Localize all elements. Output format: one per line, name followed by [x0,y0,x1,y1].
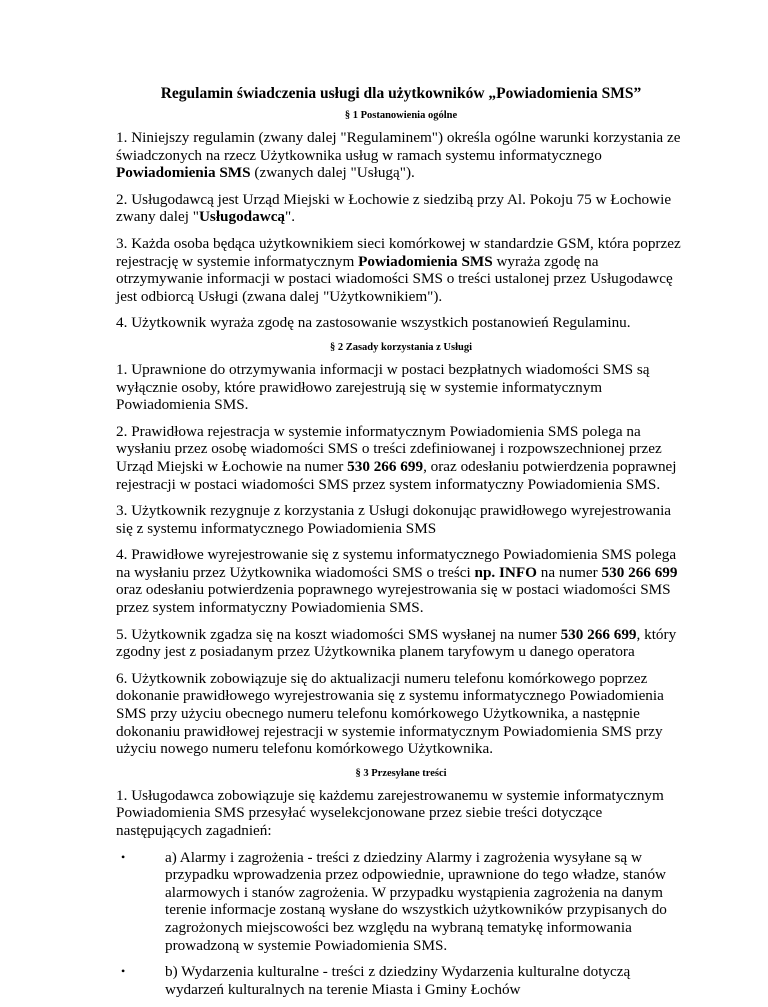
section-2-paragraph-4: 4. Prawidłowe wyrejestrowanie się z systemu informatycznego Powiadomienia SMS polega na wysłaniu przez Użytkownika wiadomości SMS o treści np. INFO na numer 530 266 699 oraz odesłaniu potwierdzenia poprawnego wyrejestrowania się w postaci wiadomości SMS przez system informatyczny Powiadomienia SMS. [116,546,678,617]
section-1-paragraph-4: 4. Użytkownik wyraża zgodę na zastosowanie wszystkich postanowień Regulaminu. [116,314,631,332]
list-item: • b) Wydarzenia kulturalne - treści z dziedziny Wydarzenia kulturalne dotyczą wydarzeń kulturalnych na terenie Miasta i Gminy Łochów [121,963,631,998]
section-1-paragraph-3: 3. Każda osoba będąca użytkownikiem sieci komórkowej w standardzie GSM, która poprzez rejestrację w systemie informatycznym Powiadomienia SMS wyraża zgodę na otrzymywanie informacji w postaci wiadomości SMS o treści ustalonej przez Usługodawcę jest odbiorcą Usługi (zwana dalej "Użytkownikiem"). [116,234,681,305]
topic-list [116,849,686,999]
section-2-heading: § 2 Zasady korzystania z Usługi [329,341,473,353]
section-1-paragraph-1: 1. Niniejszy regulamin (zwany dalej "Regulaminem") określa ogólne warunki korzystania ze świadczonych na rzecz Użytkownika usług w ramach systemu informatycznego Powiadomienia SMS (zwanych dalej "Usługą"). [116,129,681,182]
section-1-paragraph-2: 2. Usługodawcą jest Urząd Miejski w Łochowie z siedzibą przy Al. Pokoju 75 w Łochowie zwany dalej "Usługodawcą". [116,190,672,226]
document-title: Regulamin świadczenia usługi dla użytkowników „Powiadomienia SMS” [160,85,642,102]
document-page [116,84,686,1007]
section-2-paragraph-2: 2. Prawidłowa rejestracja w systemie informatycznym Powiadomienia SMS polega na wysłaniu przez osobę wiadomości SMS o treści zdefiniowanej i rozpowszechnionej przez Urząd Miejski w Łochowie na numer 530 266 699, oraz odesłaniu potwierdzenia poprawnej rejestracji w postaci wiadomości SMS przez system informatyczny Powiadomienia SMS. [116,422,677,493]
section-2-paragraph-1: 1. Uprawnione do otrzymywania informacji w postaci bezpłatnych wiadomości SMS są wyłącznie osoby, które prawidłowo zarejestrują się w systemie informatycznym Powiadomienia SMS. [116,360,650,414]
section-2-paragraph-5: 5. Użytkownik zgadza się na koszt wiadomości SMS wysłanej na numer 530 266 699, który zgodny jest z posiadanym przez Użytkownika planem taryfowym u danego operatora [116,625,677,661]
bullet-icon: • [121,849,126,864]
section-2-paragraph-6: 6. Użytkownik zobowiązuje się do aktualizacji numeru telefonu komórkowego poprzez dokonanie prawidłowego wyrejestrowania się z systemu informatycznego Powiadomienia SMS przy użyciu obecnego numeru telefonu komórkowego Użytkownika, a następnie dokonaniu prawidłowej rejestracji w systemie informatycznym Powiadomienia SMS przy użyciu nowego numeru telefonu komórkowego Użytkownika. [116,669,664,758]
section-2-paragraph-3: 3. Użytkownik rezygnuje z korzystania z Usługi dokonując prawidłowego wyrejestrowania się z systemu informatycznego Powiadomienia SMS [116,502,672,537]
section-1-heading: § 1 Postanowienia ogólne [344,110,458,121]
bullet-icon: • [121,964,126,979]
section-3-paragraph-1: 1. Usługodawca zobowiązuje się każdemu zarejestrowanemu w systemie informatycznym Powiadomienia SMS przesyłać wyselekcjonowane przez siebie treści dotyczące następujących zagadnień: [116,786,664,839]
list-item: • a) Alarmy i zagrożenia - treści z dziedziny Alarmy i zagrożenia wysyłane są w przypadku wprowadzenia przez odpowiednie, uprawnione do tego władze, stanów alarmowych i stanów zagrożenia. W przypadku wystąpienia zagrożenia na danym terenie informacje zostaną wysłane do wszystkich użytkowników przypisanych do zagrożonych miejscowości bez względu na wybraną tematykę informowania prowadzoną w systemie Powiadomienia SMS. [121,848,667,954]
section-3-heading: § 3 Przesyłane treści [355,767,447,779]
